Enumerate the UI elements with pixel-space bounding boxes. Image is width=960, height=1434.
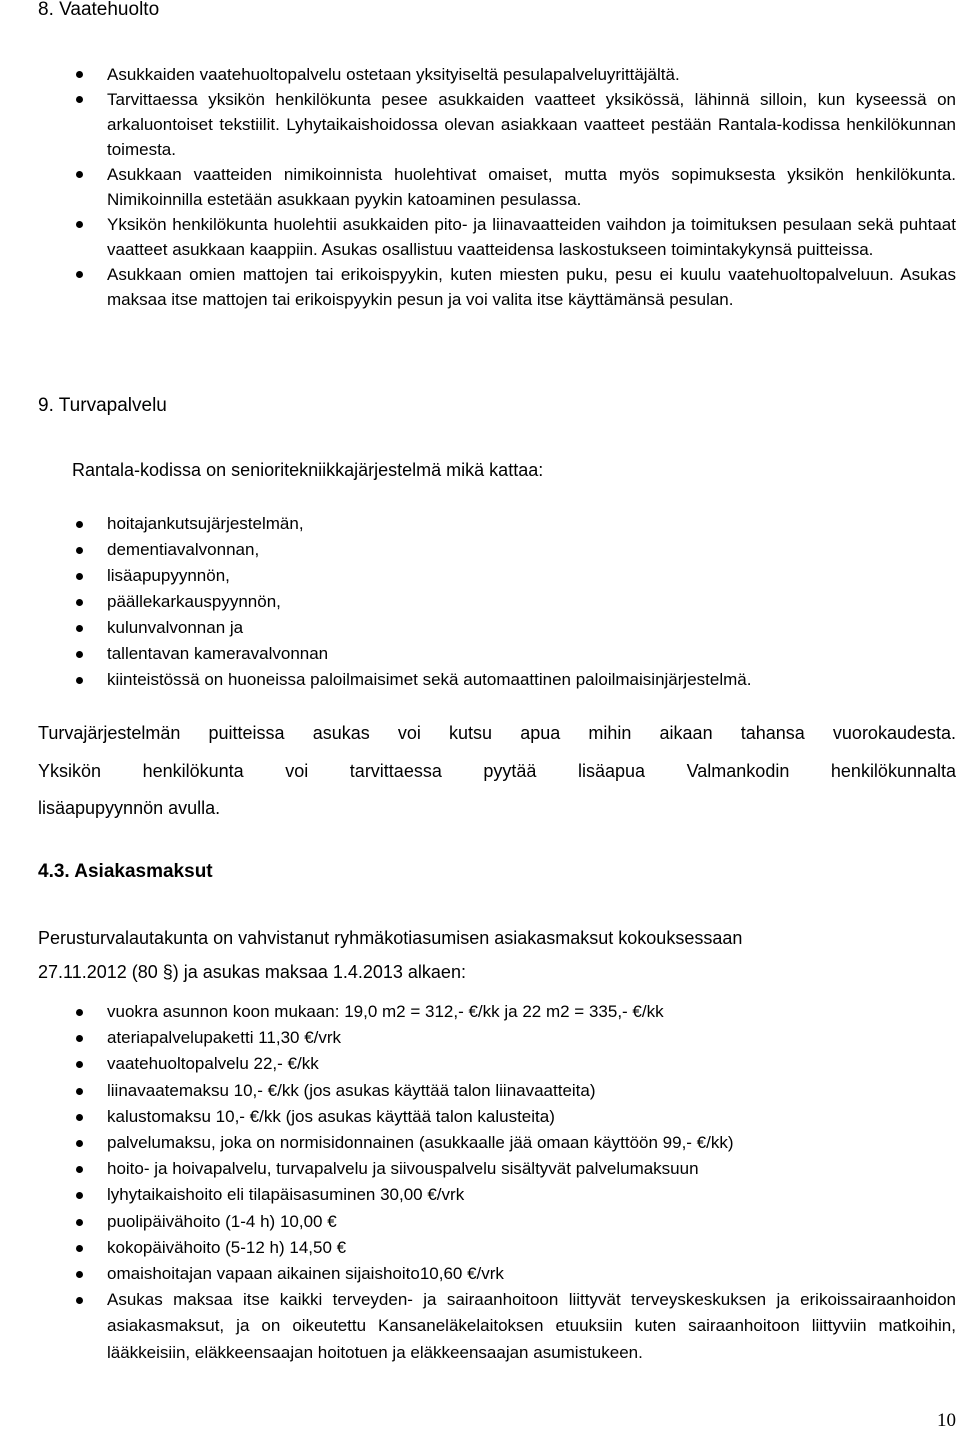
bullet-icon <box>76 1009 83 1016</box>
bullet-icon <box>76 677 83 684</box>
bullet-icon <box>76 1219 83 1226</box>
list-item: omaishoitajan vapaan aikainen sijaishoito10,60 €/vrk <box>0 1261 960 1287</box>
list-item: Tarvittaessa yksikön henkilökunta pesee asukkaiden vaatteet yksikössä, lähinnä silloin, kun kyseessä on arkaluontoiset tekstiilit. Lyhytaikaishoidossa olevan asiakkaan vaatteet pestään Rantala-kodissa henkilökunnan toimesta. <box>0 87 960 162</box>
fees-list <box>0 999 960 1366</box>
bullet-icon <box>76 1088 83 1095</box>
security-paragraph-1: Turvajärjestelmän puitteissa asukas voi kutsu apua mihin aikaan tahansa vuorokaudesta. <box>38 723 956 743</box>
list-item: Asukkaan omien mattojen tai erikoispyykin, kuten miesten puku, pesu ei kuulu vaatehuoltopalveluun. Asukas maksaa itse mattojen tai erikoispyykin pesun ja voi valita itse käyttämänsä pesulan. <box>0 262 960 312</box>
list-item: tallentavan kameravalvonnan <box>0 641 960 667</box>
list-item: päällekarkauspyynnön, <box>0 589 960 615</box>
bullet-icon <box>76 547 83 554</box>
bullet-icon <box>76 1271 83 1278</box>
bullet-icon <box>76 171 83 178</box>
list-item: kulunvalvonnan ja <box>0 615 960 641</box>
section-9-intro: Rantala-kodissa on senioritekniikkajärjestelmä mikä kattaa: <box>72 460 544 480</box>
security-paragraph-2: Yksikön henkilökunta voi tarvittaessa pyytää lisäapua Valmankodin henkilökunnalta <box>38 761 956 781</box>
bullet-icon <box>76 1245 83 1252</box>
list-item: Yksikön henkilökunta huolehtii asukkaiden pito- ja liinavaatteiden vaihdon ja toimituksen pesulaan sekä puhtaat vaatteet asukkaan kaappiin. Asukas osallistuu vaatteidensa laskostukseen toimintakykynsä puitteissa. <box>0 212 960 262</box>
list-item: ateriapalvelupaketti 11,30 €/vrk <box>0 1025 960 1051</box>
page-number: 10 <box>937 1410 956 1431</box>
list-item: Asukas maksaa itse kaikki terveyden- ja sairaanhoitoon liittyvät terveyskeskuksen ja erikoissairaanhoidon asiakasmaksut, ja on oikeutettu Kansaneläkelaitoksen etuuksiin kuten sairaanhoitoon liittyviin matkoihin, lääkkeisiin, eläkkeensaajan hoitotuen ja eläkkeensaajan asumistukeen. <box>0 1287 960 1366</box>
bullet-icon <box>76 1166 83 1173</box>
list-item: kokopäivähoito (5-12 h) 14,50 € <box>0 1235 960 1261</box>
section-9-list <box>0 511 960 693</box>
bullet-icon <box>76 1061 83 1068</box>
list-item: Asukkaan vaatteiden nimikoinnista huolehtivat omaiset, mutta myös sopimuksesta yksikön henkilökunta. Nimikoinnilla estetään asukkaan pyykin katoaminen pesulassa. <box>0 162 960 212</box>
list-item: palvelumaksu, joka on normisidonnainen (asukkaalle jää omaan käyttöön 99,- €/kk) <box>0 1130 960 1156</box>
list-item: lyhytaikaishoito eli tilapäisasuminen 30,00 €/vrk <box>0 1182 960 1208</box>
security-paragraph-2-end: lisäapupyynnön avulla. <box>38 798 221 818</box>
list-item: vaatehuoltopalvelu 22,- €/kk <box>0 1051 960 1077</box>
section-4-3-title: 4.3. Asiakasmaksut <box>38 861 213 882</box>
bullet-icon <box>76 625 83 632</box>
list-item: Asukkaiden vaatehuoltopalvelu ostetaan yksityiseltä pesulapalveluyrittäjältä. <box>0 62 960 87</box>
bullet-icon <box>76 271 83 278</box>
section-8-list <box>0 62 960 312</box>
bullet-icon <box>76 1297 83 1304</box>
bullet-icon <box>76 599 83 606</box>
bullet-icon <box>76 1192 83 1199</box>
list-item: lisäapupyynnön, <box>0 563 960 589</box>
list-item: dementiavalvonnan, <box>0 537 960 563</box>
bullet-icon <box>76 221 83 228</box>
bullet-icon <box>76 71 83 78</box>
list-item: vuokra asunnon koon mukaan: 19,0 m2 = 312,- €/kk ja 22 m2 = 335,- €/kk <box>0 999 960 1025</box>
bullet-icon <box>76 651 83 658</box>
bullet-icon <box>76 96 83 103</box>
list-item: kiinteistössä on huoneissa paloilmaisimet sekä automaattinen paloilmaisinjärjestelmä. <box>0 667 960 693</box>
list-item: puolipäivähoito (1-4 h) 10,00 € <box>0 1209 960 1235</box>
list-item: liinavaatemaksu 10,- €/kk (jos asukas käyttää talon liinavaatteita) <box>0 1078 960 1104</box>
fees-intro-line-1: Perusturvalautakunta on vahvistanut ryhmäkotiasumisen asiakasmaksut kokouksessaan <box>38 928 743 948</box>
list-item: kalustomaksu 10,- €/kk (jos asukas käyttää talon kalusteita) <box>0 1104 960 1130</box>
fees-intro-line-2: 27.11.2012 (80 §) ja asukas maksaa 1.4.2013 alkaen: <box>38 962 466 982</box>
list-item: hoito- ja hoivapalvelu, turvapalvelu ja siivouspalvelu sisältyvät palvelumaksuun <box>0 1156 960 1182</box>
bullet-icon <box>76 521 83 528</box>
bullet-icon <box>76 573 83 580</box>
section-9-title: 9. Turvapalvelu <box>38 395 167 416</box>
list-item: hoitajankutsujärjestelmän, <box>0 511 960 537</box>
bullet-icon <box>76 1035 83 1042</box>
section-8-title: 8. Vaatehuolto <box>38 0 160 20</box>
bullet-icon <box>76 1114 83 1121</box>
bullet-icon <box>76 1140 83 1147</box>
